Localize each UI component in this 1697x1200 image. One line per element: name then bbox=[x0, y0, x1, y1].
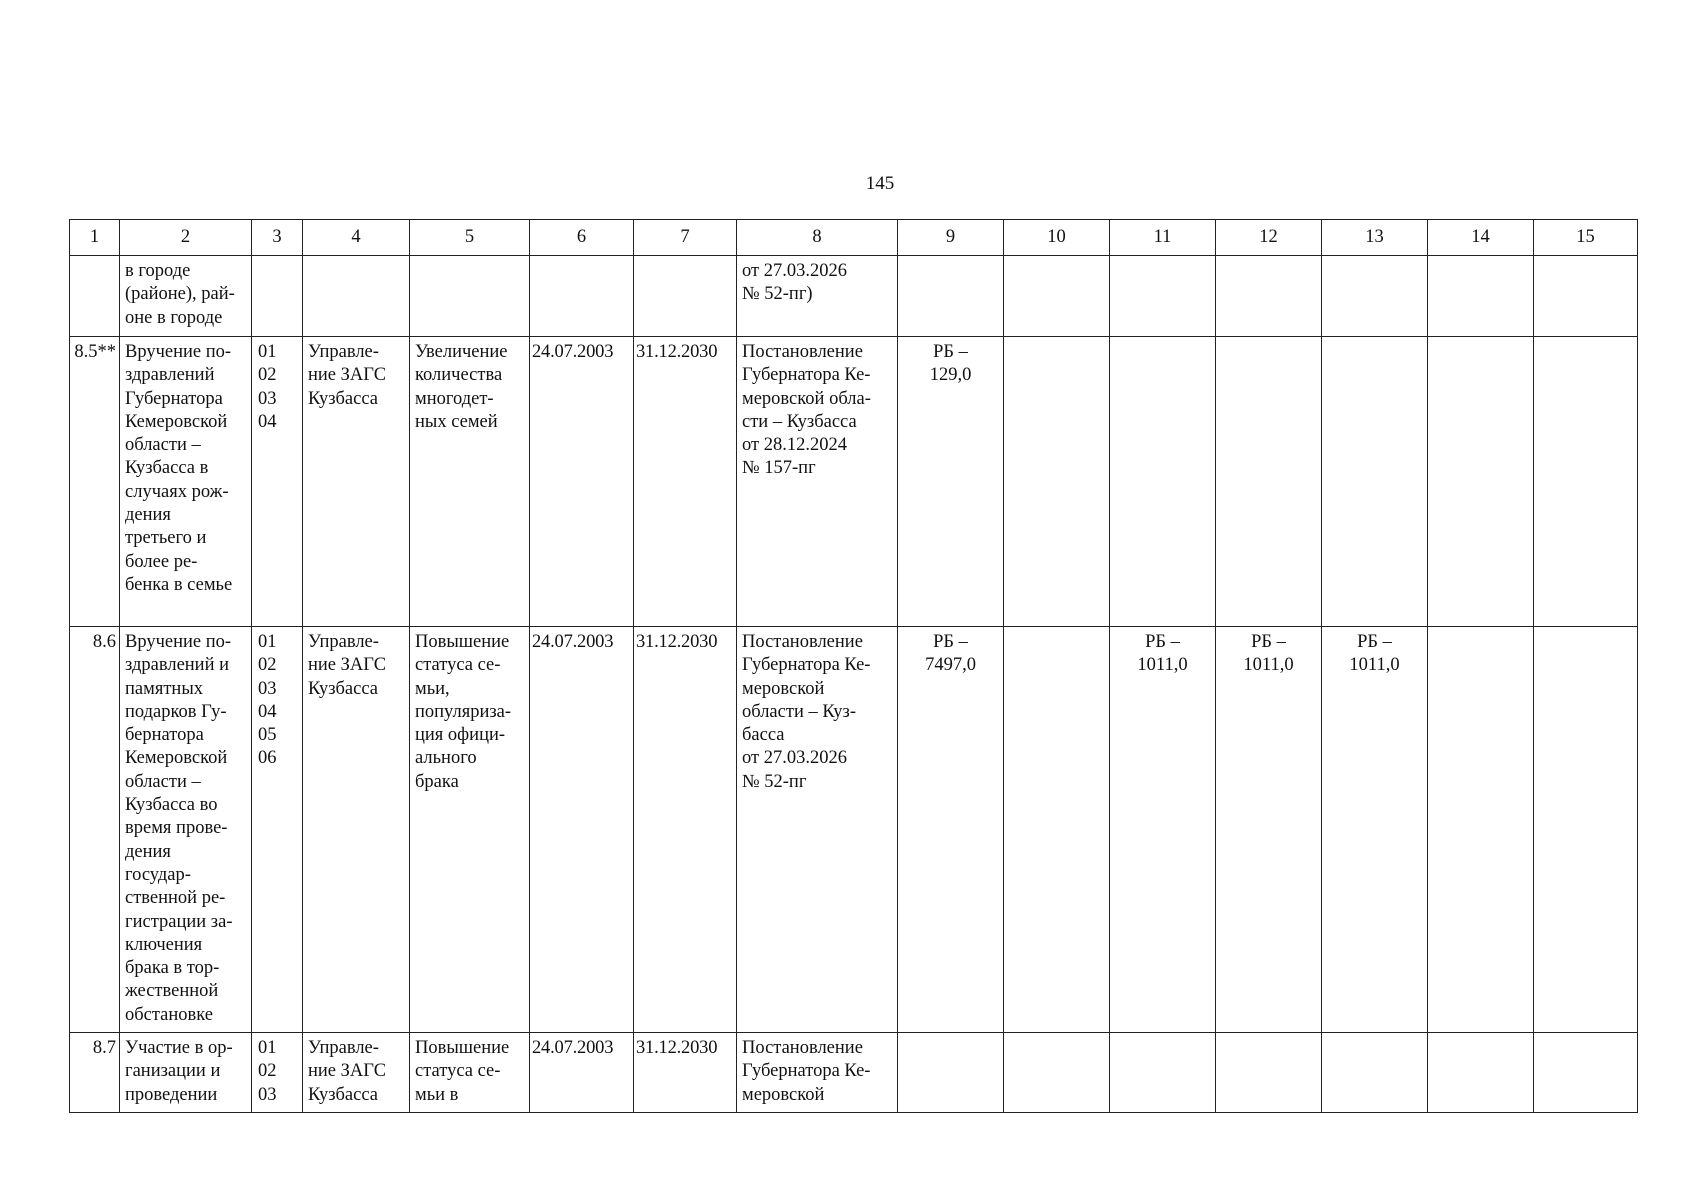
funding-cell bbox=[1216, 1033, 1321, 1037]
executor-cell: Управле- ние ЗАГС Кузбасса bbox=[308, 1038, 387, 1105]
measure-number-cell bbox=[70, 256, 119, 260]
funding-cell bbox=[1004, 337, 1109, 341]
funding-cell bbox=[1322, 256, 1427, 260]
executor-cell bbox=[303, 256, 409, 260]
column-number: 11 bbox=[1110, 220, 1216, 256]
regulation-cell: от 27.03.2026 № 52-пг) bbox=[742, 261, 847, 305]
end-date-cell bbox=[634, 256, 736, 260]
funding-cell bbox=[1216, 337, 1321, 341]
table-row bbox=[70, 1033, 1638, 1113]
funding-cell bbox=[1534, 256, 1637, 260]
page-number: 145 bbox=[865, 173, 895, 194]
funding-cell bbox=[1322, 1033, 1427, 1037]
executor-cell: Управле- ние ЗАГС Кузбасса bbox=[308, 342, 387, 409]
measure-name-cell: Вручение по- здравлений Губернатора Кемеровской области – Кузбасса в случаях рож- дения третьего и более ре- бенка в семье bbox=[125, 342, 233, 595]
column-number: 1 bbox=[70, 220, 120, 256]
funding-cell bbox=[1110, 1033, 1215, 1037]
funding-cell bbox=[1322, 337, 1427, 341]
end-date-cell: 31.12.2030 bbox=[636, 342, 718, 362]
goal-cell: Повышение статуса се- мьи, популяриза- ция офици- ального брака bbox=[415, 632, 512, 792]
funding-cell bbox=[1004, 627, 1109, 631]
funding-cell: РБ – 1011,0 bbox=[1243, 632, 1294, 676]
column-number: 15 bbox=[1534, 220, 1638, 256]
program-measures-table bbox=[69, 219, 1638, 1113]
funding-cell: РБ – 1011,0 bbox=[1349, 632, 1400, 676]
table-row bbox=[70, 627, 1638, 1033]
funding-cell bbox=[1110, 337, 1215, 341]
column-number: 6 bbox=[530, 220, 634, 256]
start-date-cell: 24.07.2003 bbox=[532, 342, 614, 362]
code-cell bbox=[252, 256, 302, 260]
regulation-cell: Постановление Губернатора Ке- меровской области – Куз- басса от 27.03.2026 № 52-пг bbox=[742, 632, 871, 792]
funding-cell bbox=[898, 1033, 1003, 1037]
end-date-cell: 31.12.2030 bbox=[636, 632, 718, 652]
regulation-cell: Постановление Губернатора Ке- меровской bbox=[742, 1038, 871, 1105]
funding-cell: РБ – 1011,0 bbox=[1137, 632, 1188, 676]
funding-cell bbox=[1534, 627, 1637, 631]
column-number: 9 bbox=[898, 220, 1004, 256]
goal-cell bbox=[410, 256, 529, 260]
column-number: 2 bbox=[120, 220, 252, 256]
code-cell: 01 02 03 04 05 06 bbox=[258, 632, 277, 769]
funding-cell bbox=[1428, 337, 1533, 341]
regulation-cell: Постановление Губернатора Ке- меровской обла- сти – Кузбасса от 28.12.2024 № 157-пг bbox=[742, 342, 871, 479]
funding-cell bbox=[1004, 1033, 1109, 1037]
funding-cell bbox=[1110, 256, 1215, 260]
column-number: 12 bbox=[1216, 220, 1322, 256]
column-number: 5 bbox=[410, 220, 530, 256]
column-number: 4 bbox=[303, 220, 410, 256]
funding-cell bbox=[898, 256, 1003, 260]
funding-cell bbox=[1216, 256, 1321, 260]
start-date-cell bbox=[530, 256, 633, 260]
column-number: 7 bbox=[634, 220, 737, 256]
goal-cell: Увеличение количества многодет- ных семей bbox=[415, 342, 508, 432]
table-row bbox=[70, 256, 1638, 337]
measure-number-cell: 8.5** bbox=[74, 342, 116, 362]
funding-cell: РБ – 129,0 bbox=[929, 342, 972, 386]
measure-name-cell: Вручение по- здравлений и памятных подарков Гу- бернатора Кемеровской области – Кузбасса во время прове- дения государ- ственной ре- гистрации за- ключения брака в тор- жественной обстановке bbox=[125, 632, 233, 1025]
measure-name-cell: Участие в ор- ганизации и проведении bbox=[125, 1038, 233, 1105]
column-number: 13 bbox=[1322, 220, 1428, 256]
funding-cell: РБ – 7497,0 bbox=[925, 632, 976, 676]
funding-cell bbox=[1534, 1033, 1637, 1037]
column-number-row bbox=[70, 220, 1638, 256]
column-number: 8 bbox=[737, 220, 898, 256]
measure-name-cell: в городе (районе), рай- оне в городе bbox=[125, 261, 235, 328]
column-number: 10 bbox=[1004, 220, 1110, 256]
start-date-cell: 24.07.2003 bbox=[532, 1038, 614, 1058]
funding-cell bbox=[1428, 256, 1533, 260]
code-cell: 01 02 03 bbox=[258, 1038, 277, 1105]
funding-cell bbox=[1428, 627, 1533, 631]
start-date-cell: 24.07.2003 bbox=[532, 632, 614, 652]
funding-cell bbox=[1534, 337, 1637, 341]
end-date-cell: 31.12.2030 bbox=[636, 1038, 718, 1058]
measure-number-cell: 8.7 bbox=[92, 1038, 116, 1058]
funding-cell bbox=[1428, 1033, 1533, 1037]
executor-cell: Управле- ние ЗАГС Кузбасса bbox=[308, 632, 387, 699]
funding-cell bbox=[1004, 256, 1109, 260]
code-cell: 01 02 03 04 bbox=[258, 342, 277, 432]
column-number: 3 bbox=[252, 220, 303, 256]
table-row bbox=[70, 337, 1638, 627]
goal-cell: Повышение статуса се- мьи в bbox=[415, 1038, 510, 1105]
measure-number-cell: 8.6 bbox=[92, 632, 116, 652]
column-number: 14 bbox=[1428, 220, 1534, 256]
